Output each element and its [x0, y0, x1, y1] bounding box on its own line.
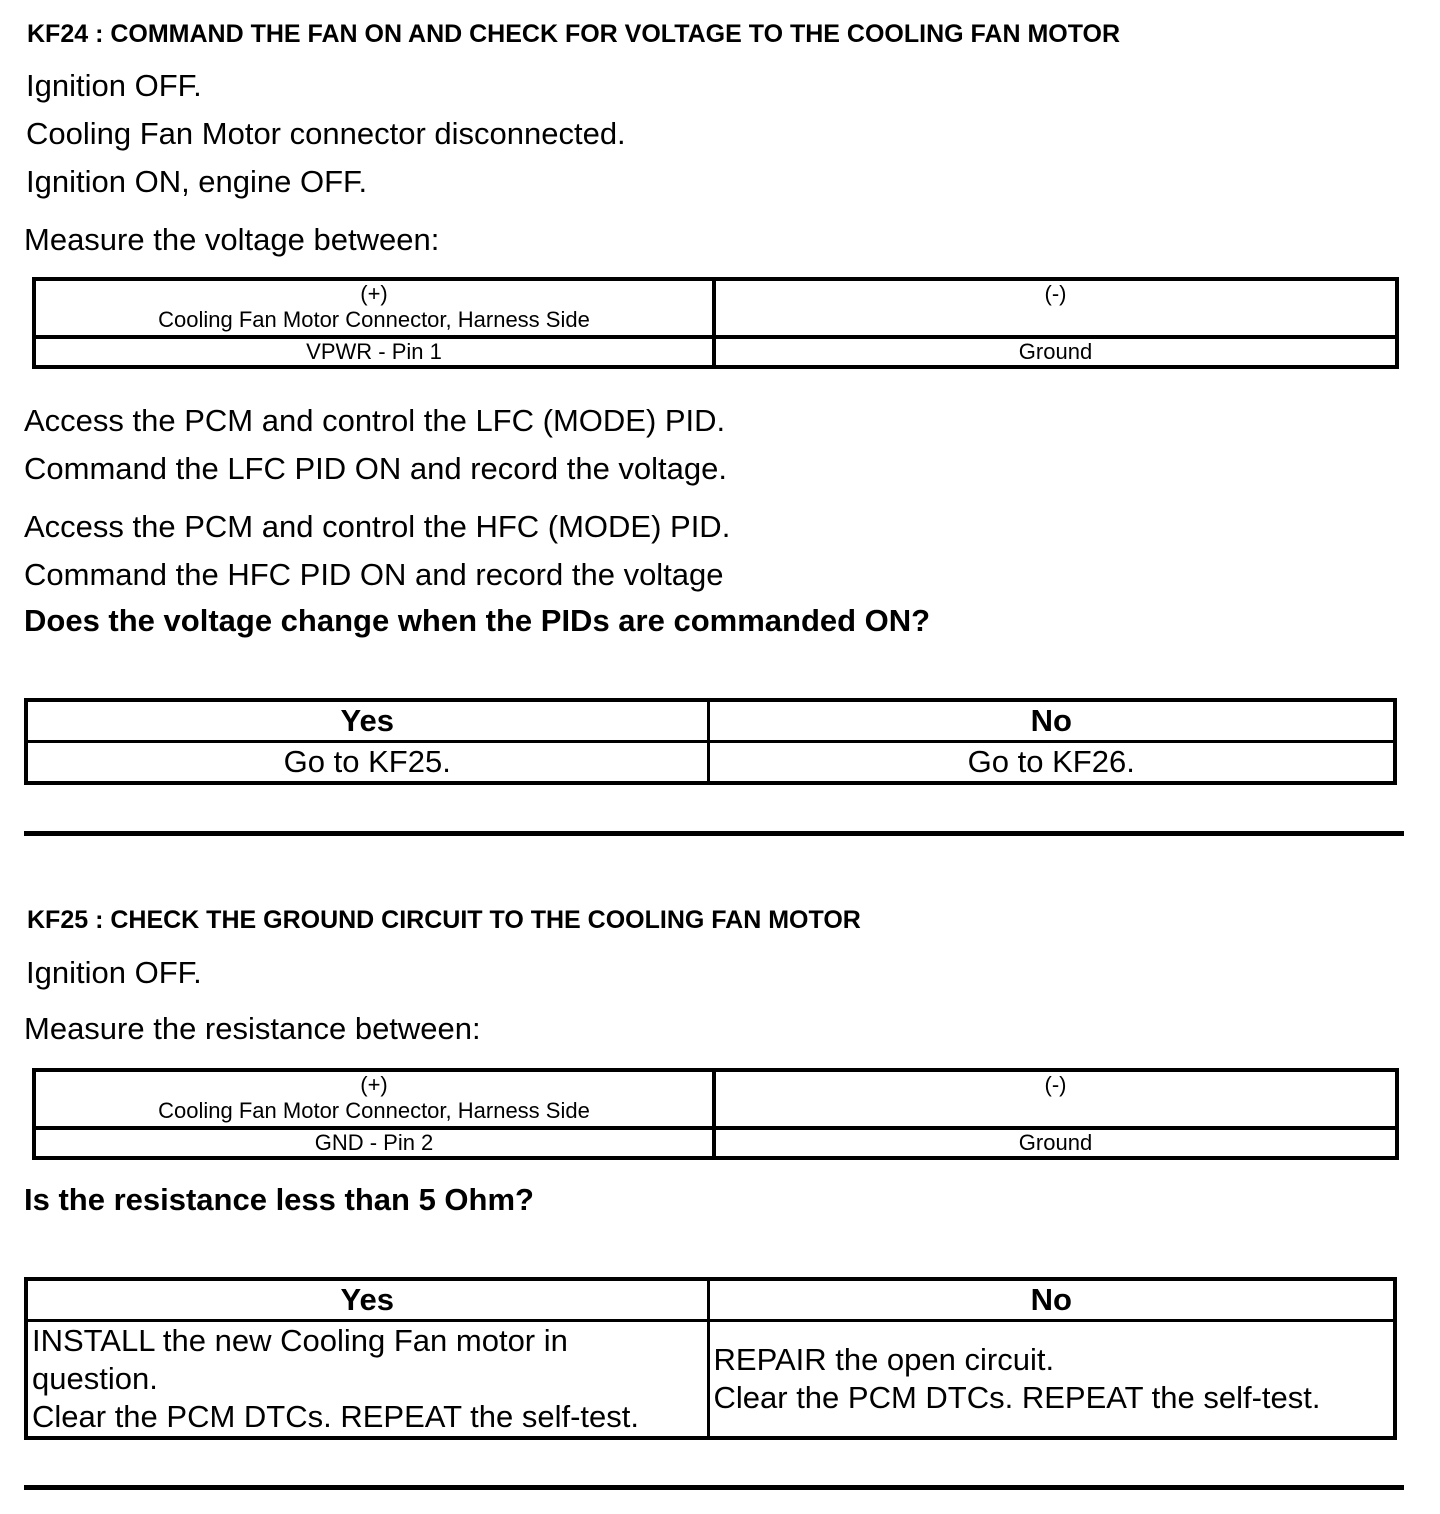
kf24-step-command-hfc: Command the HFC PID ON and record the voltage	[24, 557, 724, 592]
kf25-plus-header-cell	[34, 1070, 714, 1128]
kf24-question: Does the voltage change when the PIDs are commanded ON?	[24, 603, 931, 638]
plus-label: (+)	[360, 1072, 388, 1097]
kf25-no-header: No	[708, 1279, 1395, 1321]
kf24-answer-table	[24, 698, 1397, 785]
no-action-line: Clear the PCM DTCs. REPEAT the self-test.	[713, 1380, 1321, 1415]
kf25-yes-header: Yes	[26, 1279, 708, 1321]
kf25-measure-table	[32, 1068, 1399, 1160]
kf25-plus-value: GND - Pin 2	[34, 1128, 714, 1158]
kf24-yes-link[interactable]: Go to KF25.	[26, 742, 708, 784]
minus-label: (-)	[1044, 1072, 1067, 1097]
kf24-measure-table	[32, 277, 1399, 369]
section-divider	[24, 831, 1404, 836]
kf24-plus-value: VPWR - Pin 1	[34, 337, 714, 367]
kf25-no-action	[708, 1321, 1395, 1439]
kf25-yes-action	[26, 1321, 708, 1439]
section-divider	[24, 1485, 1404, 1490]
kf24-step-access-lfc: Access the PCM and control the LFC (MODE) PID.	[24, 403, 726, 438]
kf24-yes-header: Yes	[26, 700, 708, 742]
kf24-step-connector-disconnected: Cooling Fan Motor connector disconnected.	[26, 116, 626, 151]
kf25-minus-header-cell	[714, 1070, 1397, 1128]
plus-connector-label: Cooling Fan Motor Connector, Harness Side	[158, 1098, 590, 1123]
kf24-step-measure-voltage: Measure the voltage between:	[24, 222, 440, 257]
yes-action-line: INSTALL the new Cooling Fan motor in	[32, 1323, 568, 1358]
kf25-answer-table	[24, 1277, 1397, 1440]
kf24-step-command-lfc: Command the LFC PID ON and record the voltage.	[24, 451, 727, 486]
kf25-heading: KF25 : CHECK THE GROUND CIRCUIT TO THE COOLING FAN MOTOR	[27, 906, 861, 934]
kf24-no-link[interactable]: Go to KF26.	[708, 742, 1395, 784]
kf24-minus-header-cell	[714, 279, 1397, 337]
kf25-question: Is the resistance less than 5 Ohm?	[24, 1182, 534, 1217]
kf24-step-ignition-off: Ignition OFF.	[26, 68, 202, 103]
kf24-plus-header-cell	[34, 279, 714, 337]
kf25-step-measure-resistance: Measure the resistance between:	[24, 1011, 481, 1046]
plus-label: (+)	[360, 281, 388, 306]
kf24-step-ignition-on: Ignition ON, engine OFF.	[26, 164, 368, 199]
kf24-minus-value: Ground	[714, 337, 1397, 367]
kf25-minus-value: Ground	[714, 1128, 1397, 1158]
yes-action-line: question.	[32, 1361, 158, 1396]
no-action-line: REPAIR the open circuit.	[713, 1342, 1055, 1377]
kf24-no-header: No	[708, 700, 1395, 742]
yes-action-line: Clear the PCM DTCs. REPEAT the self-test.	[32, 1399, 639, 1434]
plus-connector-label: Cooling Fan Motor Connector, Harness Side	[158, 307, 590, 332]
kf25-step-ignition-off: Ignition OFF.	[26, 955, 202, 990]
minus-label: (-)	[1044, 281, 1067, 306]
kf24-heading: KF24 : COMMAND THE FAN ON AND CHECK FOR VOLTAGE TO THE COOLING FAN MOTOR	[27, 20, 1121, 48]
kf24-step-access-hfc: Access the PCM and control the HFC (MODE) PID.	[24, 509, 731, 544]
